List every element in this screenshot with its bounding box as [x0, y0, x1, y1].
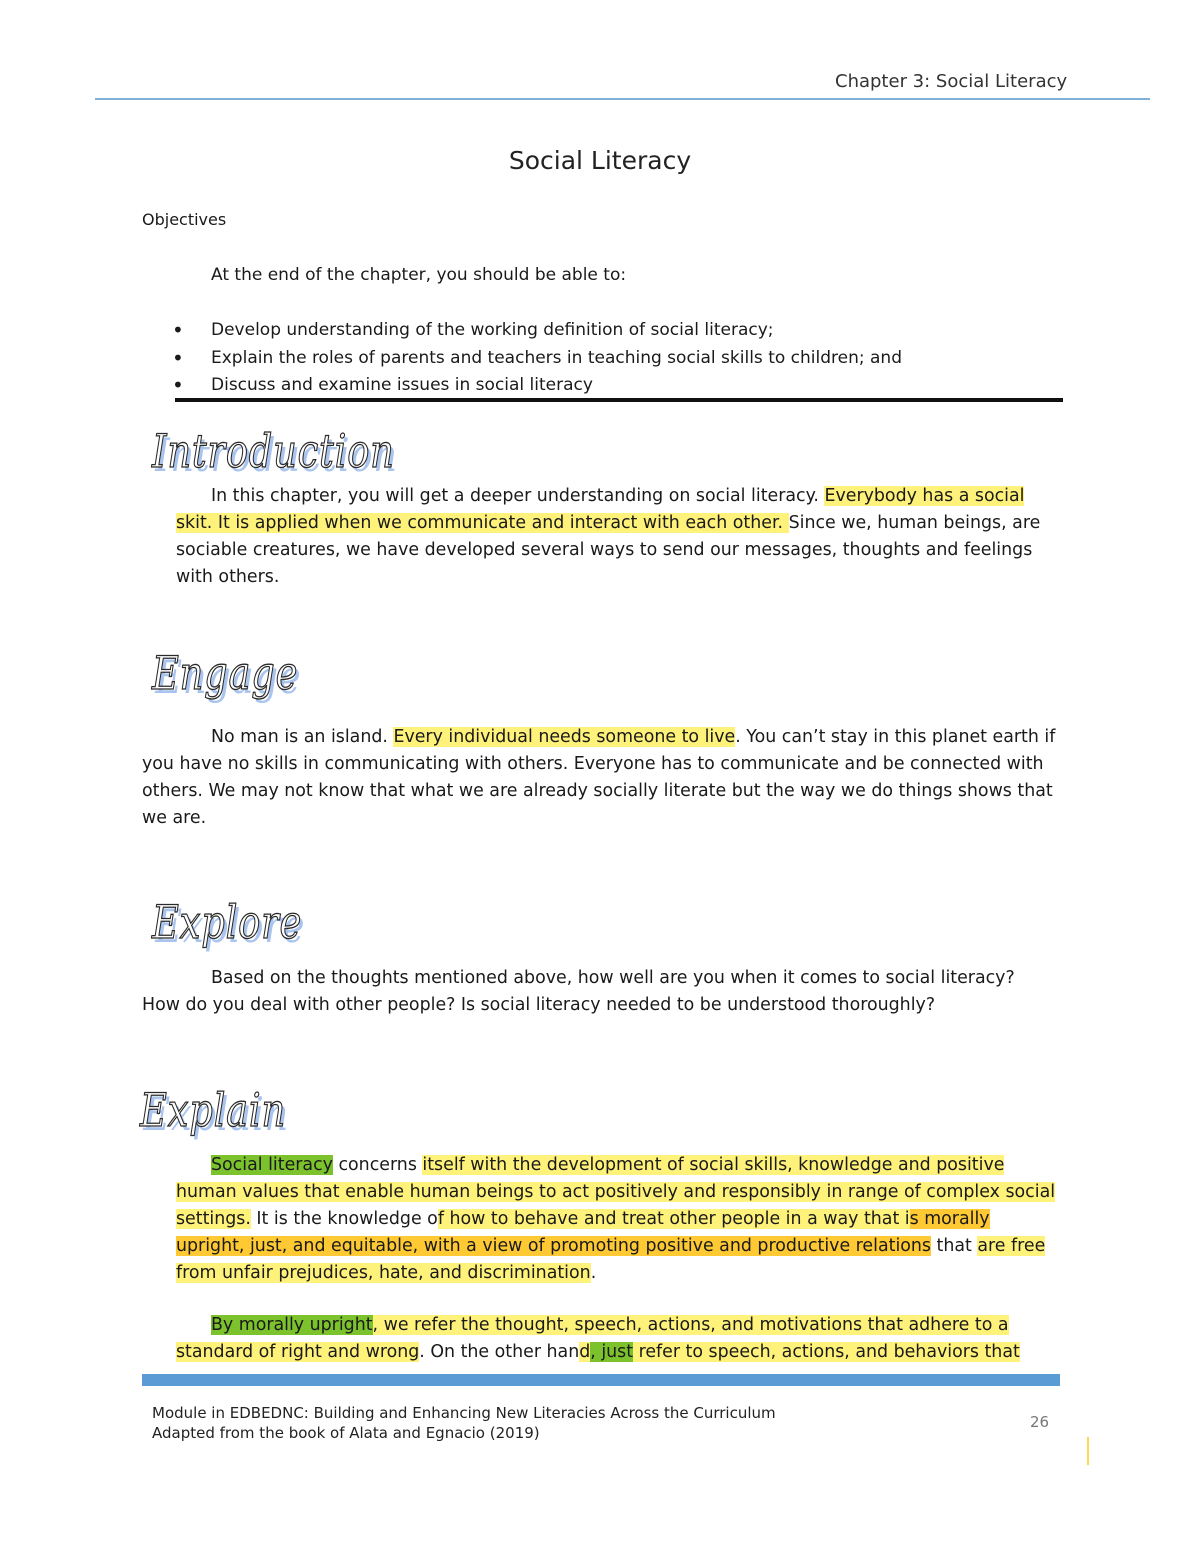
highlighted-text: itself with the development of social skills, knowledge and positive human values that enable human beings to act positively and responsibly in range of complex social settings.: [176, 1155, 1056, 1229]
highlighted-term: , just: [590, 1342, 634, 1362]
objectives-list: [172, 317, 902, 400]
footer-text: [152, 1403, 776, 1443]
footer-module-line: Module in EDBEDNC: Building and Enhancing New Literacies Across the Curriculum: [152, 1404, 776, 1422]
explain-text: It is the knowledge o: [250, 1209, 438, 1229]
explain-text: that: [931, 1236, 978, 1256]
engage-paragraph: [142, 724, 1056, 832]
highlighted-term: By morally upright: [211, 1315, 373, 1335]
highlighted-text-orange: s morally upright, just, and equitable, with a view of promoting positive and productive relations: [176, 1209, 990, 1256]
page-title: Social Literacy: [508, 146, 692, 175]
introduction-heading: Introduction: [152, 424, 395, 478]
explain-heading: Explain: [140, 1083, 286, 1137]
engage-text: . You can’t stay in this planet earth if you have no skills in communicating with others. Everyone has to communicate and be connected with others. We may not know that what we are already socially literate but the way we do things shows that we are.: [142, 727, 1056, 828]
introduction-text: In this chapter, you will get a deeper understanding on social literacy.: [211, 486, 825, 506]
highlighted-text: d: [579, 1342, 591, 1362]
explain-paragraph-1: [176, 1152, 1058, 1287]
engage-heading: Engage: [152, 646, 299, 700]
explore-text: Based on the thoughts mentioned above, how well are you when it comes to social literacy? How do you deal with other people? Is social literacy needed to be understood thoroughly?: [142, 968, 1015, 1015]
explain-text: .: [590, 1263, 597, 1283]
explore-paragraph: [142, 965, 1056, 1019]
highlighted-text: are free from unfair prejudices, hate, and discrimination: [176, 1236, 1046, 1283]
explain-text: concerns: [332, 1155, 423, 1175]
explore-heading: Explore: [152, 895, 303, 949]
objectives-intro: At the end of the chapter, you should be able to:: [211, 265, 627, 285]
engage-text: No man is an island.: [211, 727, 394, 747]
introduction-paragraph: [176, 483, 1056, 591]
highlighted-text: , we refer the thought, speech, actions, and motivations that adhere to a standard of right and wrong: [176, 1315, 1009, 1362]
page-number: 26: [1030, 1413, 1050, 1431]
objective-item: • Discuss and examine issues in social literacy: [172, 372, 902, 400]
highlighted-term: Social literacy: [211, 1155, 333, 1175]
section-divider: [175, 398, 1063, 402]
highlighted-text: refer to speech, actions, and behaviors that: [633, 1342, 1020, 1362]
introduction-text: Since we, human beings, are sociable creatures, we have developed several ways to send our messages, thoughts and feelings with others.: [176, 513, 1041, 587]
highlighted-text: f how to behave and treat other people in a way that i: [437, 1209, 910, 1229]
footer-bar: [142, 1374, 1060, 1386]
highlighted-text: Everybody has a social skit. It is applied when we communicate and interact with each other.: [176, 486, 1025, 533]
margin-mark: [1087, 1437, 1089, 1465]
footer-source-line: Adapted from the book of Alata and Egnacio (2019): [152, 1424, 540, 1442]
objectives-label: Objectives: [142, 210, 227, 229]
header-divider: [95, 98, 1150, 100]
highlighted-text: Every individual needs someone to live: [393, 727, 736, 747]
objective-item: • Explain the roles of parents and teachers in teaching social skills to children; and: [172, 345, 902, 373]
objective-item: • Develop understanding of the working definition of social literacy;: [172, 317, 902, 345]
explain-text: . On the other han: [419, 1342, 580, 1362]
running-header: Chapter 3: Social Literacy: [835, 71, 1068, 92]
explain-paragraph-2: [176, 1312, 1058, 1366]
